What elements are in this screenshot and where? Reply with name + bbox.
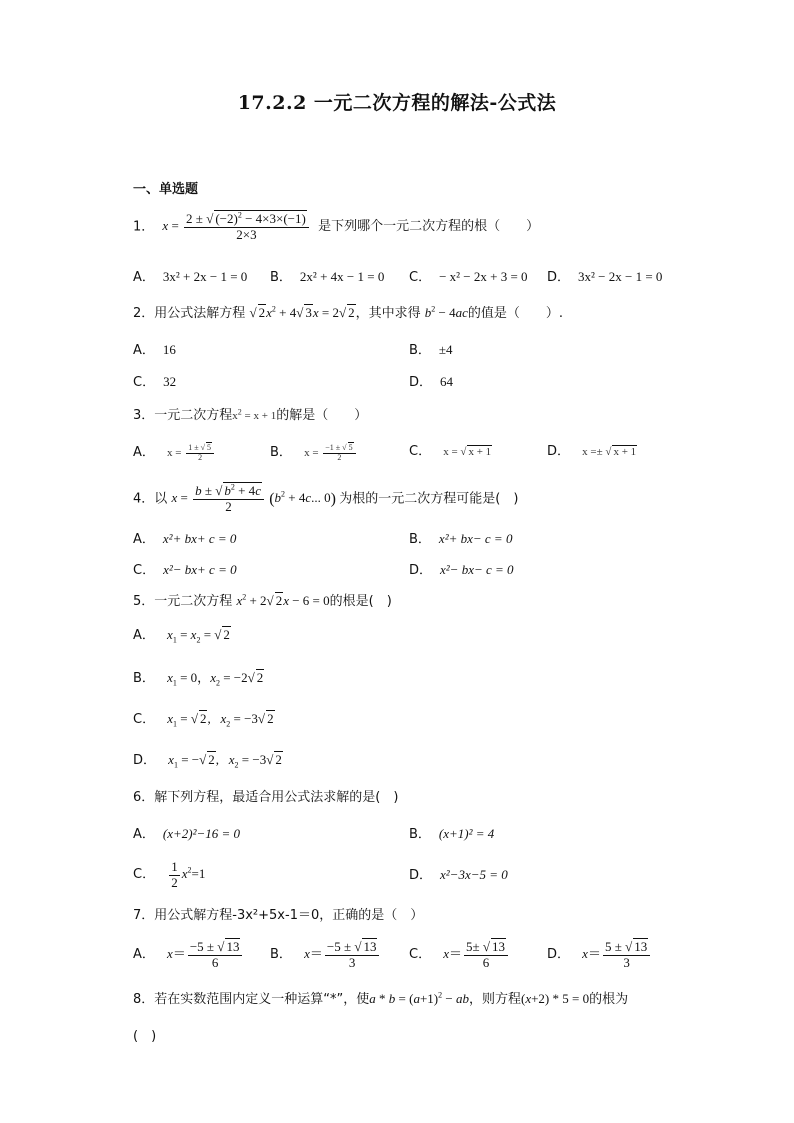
option-c[interactable]: C． x＝ $\frac{5\pm √ 13}{6}$ [409,940,510,971]
option-b[interactable]: B． 2x² + 4x − 1 = 0 [270,269,385,285]
question-4: 4．以 x = $\frac{b \pm √ b^2 + 4c}{2}$ ($b^2 + 4c$... 0) 为根的一元二次方程可能是( ) [133,482,519,514]
discriminant: $b^2 - 4ac$ [424,304,468,320]
option-c[interactable]: C． $x_1$ = √ 2, $x_2 = -3√$ 2 [133,711,274,729]
operation-definition: $a * b = (a+1)^2$ − ab [369,990,469,1006]
option-d[interactable]: D． 64 [409,374,454,390]
option-a[interactable]: A． 3x² + 2x − 1 = 0 [133,269,248,285]
option-b[interactable]: B． (x+1)² = 4 [409,826,495,842]
option-a[interactable]: A． 16 [133,342,176,358]
option-c[interactable]: C． − x² − 2x + 3 = 0 [409,269,528,285]
question-text: 是下列哪个一元二次方程的根（ ） [318,219,540,235]
equation: (x+2) * 5 = 0 [520,991,590,1006]
question-2: 2．用公式法解方程 √ $2x^2 + 4√$ 3x = 2√ 2，其中求得 $b^2 - 4ac$的值是（ ）. [133,304,563,321]
equation: √ $2x^2 + 4√$ 3x = 2√ 2 [249,304,355,320]
option-d[interactable]: D． $x_1$ = −√ 2, $x_2 = -3√$ 2 [133,752,282,770]
quadratic-formula-fraction: $\frac{2 \pm √ (-2)^2 - 4\times 3\times(-1)}{2\times 3}$ [184,212,309,243]
root-formula: x = $\frac{b \pm √ b^2 + 4c}{2}$ ($b^2 + 4c$... 0) [171,482,336,514]
formula-x-equals: x = $\frac{2 \pm √ (-2)^2 - 4\times 3\times(-1)}{2\times 3}$ [162,218,314,233]
question-number: 4． [133,491,155,507]
option-b[interactable]: B． x²+ bx− c = 0 [409,531,513,547]
option-c[interactable]: C． 32 [133,374,177,390]
option-a[interactable]: A． (x+2)²−16 = 0 [133,826,241,842]
option-a[interactable]: A． x²+ bx+ c = 0 [133,531,237,547]
question-8: 8．若在实数范围内定义一种运算“*”，使$a * b = (a+1)^2$ − ab，则方程(x+2) * 5 = 0的根为 [133,990,629,1007]
question-8-answer-blank: ( ) [133,1029,157,1044]
question-number: 2． [133,306,155,321]
option-a[interactable]: A． x＝ $\frac{-5 \pm √ 13}{6}$ [133,940,244,971]
question-1 [133,212,539,243]
question-number: 1． [133,219,155,235]
equation: $x^2 + 2√$ 2x − 6 = 0 [236,592,330,608]
option-c[interactable]: C． x = √ x + 1 [409,444,492,459]
option-b[interactable]: B． ±4 [409,342,453,358]
question-3: 3．一元二次方程$x^2 = x + 1$的解是（ ） [133,407,368,423]
section-heading: 一、单选题 [133,182,199,197]
option-d[interactable]: D． x＝ $\frac{5 \pm √ 13}{3}$ [547,940,652,971]
question-number: 3． [133,408,155,423]
option-c[interactable]: C． x²− bx+ c = 0 [133,562,237,578]
option-b[interactable]: B． x＝ $\frac{-5 \pm √ 13}{3}$ [270,940,381,971]
option-d[interactable]: D． 3x² − 2x − 1 = 0 [547,269,663,285]
question-number: 5． [133,594,155,609]
question-7: 7．用公式解方程-3x²+5x-1＝0，正确的是（ ） [133,908,424,923]
option-b[interactable]: B． x = $\frac{-1 \pm √ 5}{2}$ [270,444,358,463]
page-title: 17.2.2 一元二次方程的解法-公式法 [237,92,557,114]
option-c[interactable]: C． $\frac{1}{2}$ $x^2=1$ [133,859,206,890]
question-1-options [133,269,247,286]
question-number: 8． [133,992,155,1007]
option-d[interactable]: D． x =± √ x + 1 [547,444,637,459]
question-number: 6． [133,790,155,805]
equation: $x^2 = x + 1$ [232,407,277,422]
option-a[interactable]: A． x = $\frac{1 \pm √ 5}{2}$ [133,444,216,463]
option-a[interactable]: A． $x_1 = x_2$ = √ 2 [133,627,230,645]
question-number: 7． [133,908,155,923]
question-6: 6．解下列方程，最适合用公式法求解的是( ) [133,790,399,805]
question-5: 5．一元二次方程 $x^2 + 2√$ 2x − 6 = 0的根是( ) [133,592,392,609]
option-b[interactable]: B． $x_1 = 0$，$x_2 = -2√$ 2 [133,670,264,688]
option-d[interactable]: D． x²− bx− c = 0 [409,562,514,578]
option-d[interactable]: D． x²−3x−5 = 0 [409,867,508,883]
